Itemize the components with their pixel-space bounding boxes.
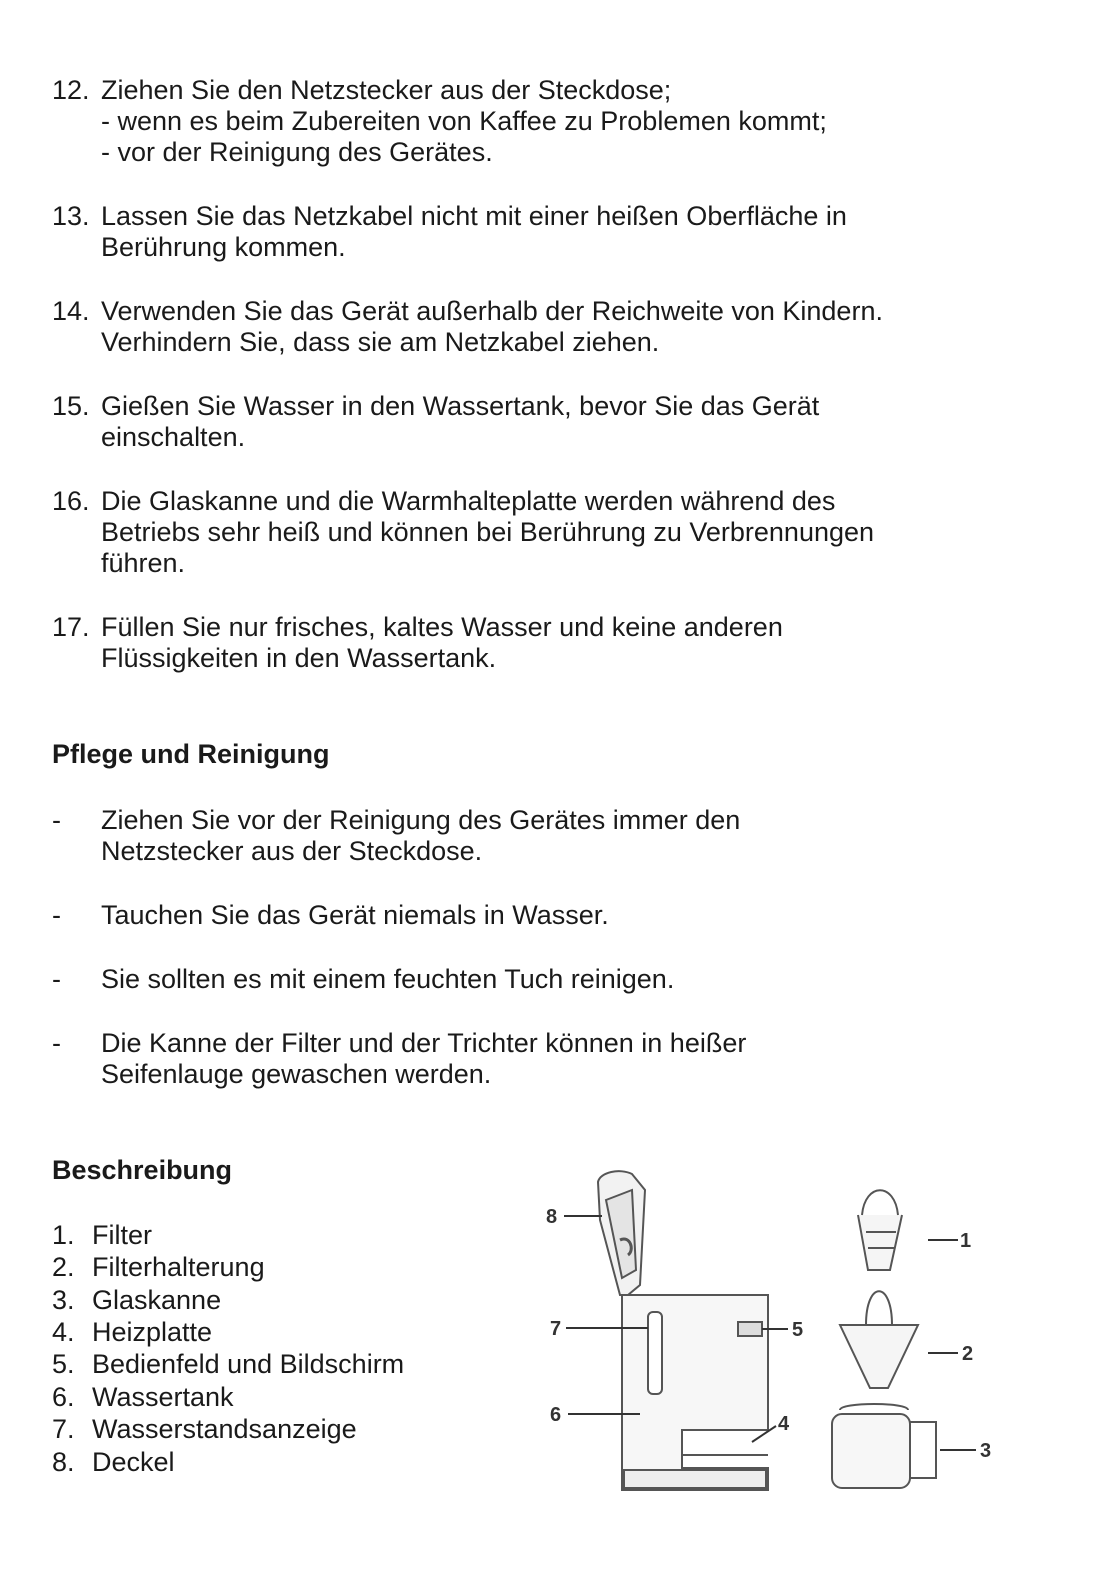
bullet-marker: - bbox=[52, 964, 61, 994]
parts-number: 3. bbox=[52, 1285, 75, 1315]
callout-2: 2 bbox=[962, 1343, 974, 1365]
item-text: Verwenden Sie das Gerät außerhalb der Reichweite von Kindern. bbox=[101, 296, 883, 326]
callout-3: 3 bbox=[980, 1440, 992, 1462]
item-text: Betriebs sehr heiß und können bei Berührung zu Verbrennungen bbox=[101, 517, 875, 547]
parts-number: 8. bbox=[52, 1447, 75, 1477]
item-text: Flüssigkeiten in den Wassertank. bbox=[101, 643, 497, 673]
parts-label: Filterhalterung bbox=[92, 1252, 265, 1282]
bullet-marker: - bbox=[52, 805, 61, 835]
parts-label: Glaskanne bbox=[92, 1285, 222, 1315]
parts-number: 5. bbox=[52, 1349, 75, 1379]
parts-number: 1. bbox=[52, 1220, 75, 1250]
coffee-machine-diagram-icon bbox=[540, 1160, 1010, 1540]
parts-number: 6. bbox=[52, 1382, 75, 1412]
bullet-marker: - bbox=[52, 900, 61, 930]
parts-number: 7. bbox=[52, 1414, 75, 1444]
item-text: Ziehen Sie den Netzstecker aus der Steckdose; bbox=[101, 75, 672, 105]
item-text: - vor der Reinigung des Gerätes. bbox=[101, 137, 493, 167]
item-number: 15. bbox=[52, 391, 90, 421]
parts-number: 2. bbox=[52, 1252, 75, 1282]
bullet-text: Netzstecker aus der Steckdose. bbox=[101, 836, 483, 866]
item-text: einschalten. bbox=[101, 422, 246, 452]
callout-5: 5 bbox=[792, 1319, 804, 1341]
parts-number: 4. bbox=[52, 1317, 75, 1347]
parts-label: Deckel bbox=[92, 1447, 175, 1477]
item-text: Füllen Sie nur frisches, kaltes Wasser und keine anderen bbox=[101, 612, 783, 642]
parts-label: Wasserstandsanzeige bbox=[92, 1414, 357, 1444]
item-text: Gießen Sie Wasser in den Wassertank, bevor Sie das Gerät bbox=[101, 391, 820, 421]
item-number: 14. bbox=[52, 296, 90, 326]
callout-4: 4 bbox=[778, 1413, 790, 1435]
item-text: Verhindern Sie, dass sie am Netzkabel ziehen. bbox=[101, 327, 660, 357]
parts-label: Wassertank bbox=[92, 1382, 234, 1412]
parts-label: Heizplatte bbox=[92, 1317, 213, 1347]
callout-7: 7 bbox=[550, 1318, 562, 1340]
callout-6: 6 bbox=[550, 1404, 562, 1426]
bullet-text: Sie sollten es mit einem feuchten Tuch reinigen. bbox=[101, 964, 675, 994]
item-text: Die Glaskanne und die Warmhalteplatte werden während des bbox=[101, 486, 836, 516]
callout-8: 8 bbox=[546, 1206, 558, 1228]
bullet-text: Tauchen Sie das Gerät niemals in Wasser. bbox=[101, 900, 609, 930]
bullet-text: Ziehen Sie vor der Reinigung des Gerätes immer den bbox=[101, 805, 741, 835]
bullet-marker: - bbox=[52, 1028, 61, 1058]
callout-1: 1 bbox=[960, 1230, 972, 1252]
item-number: 17. bbox=[52, 612, 90, 642]
section-heading-description: Beschreibung bbox=[52, 1155, 233, 1185]
item-text: Berührung kommen. bbox=[101, 232, 346, 262]
item-text: führen. bbox=[101, 548, 186, 578]
item-text: - wenn es beim Zubereiten von Kaffee zu Problemen kommt; bbox=[101, 106, 827, 136]
parts-label: Filter bbox=[92, 1220, 152, 1250]
bullet-text: Seifenlauge gewaschen werden. bbox=[101, 1059, 492, 1089]
item-number: 16. bbox=[52, 486, 90, 516]
item-text: Lassen Sie das Netzkabel nicht mit einer heißen Oberfläche in bbox=[101, 201, 847, 231]
parts-label: Bedienfeld und Bildschirm bbox=[92, 1349, 405, 1379]
section-heading-care: Pflege und Reinigung bbox=[52, 739, 330, 769]
bullet-text: Die Kanne der Filter und der Trichter können in heißer bbox=[101, 1028, 747, 1058]
item-number: 12. bbox=[52, 75, 90, 105]
item-number: 13. bbox=[52, 201, 90, 231]
